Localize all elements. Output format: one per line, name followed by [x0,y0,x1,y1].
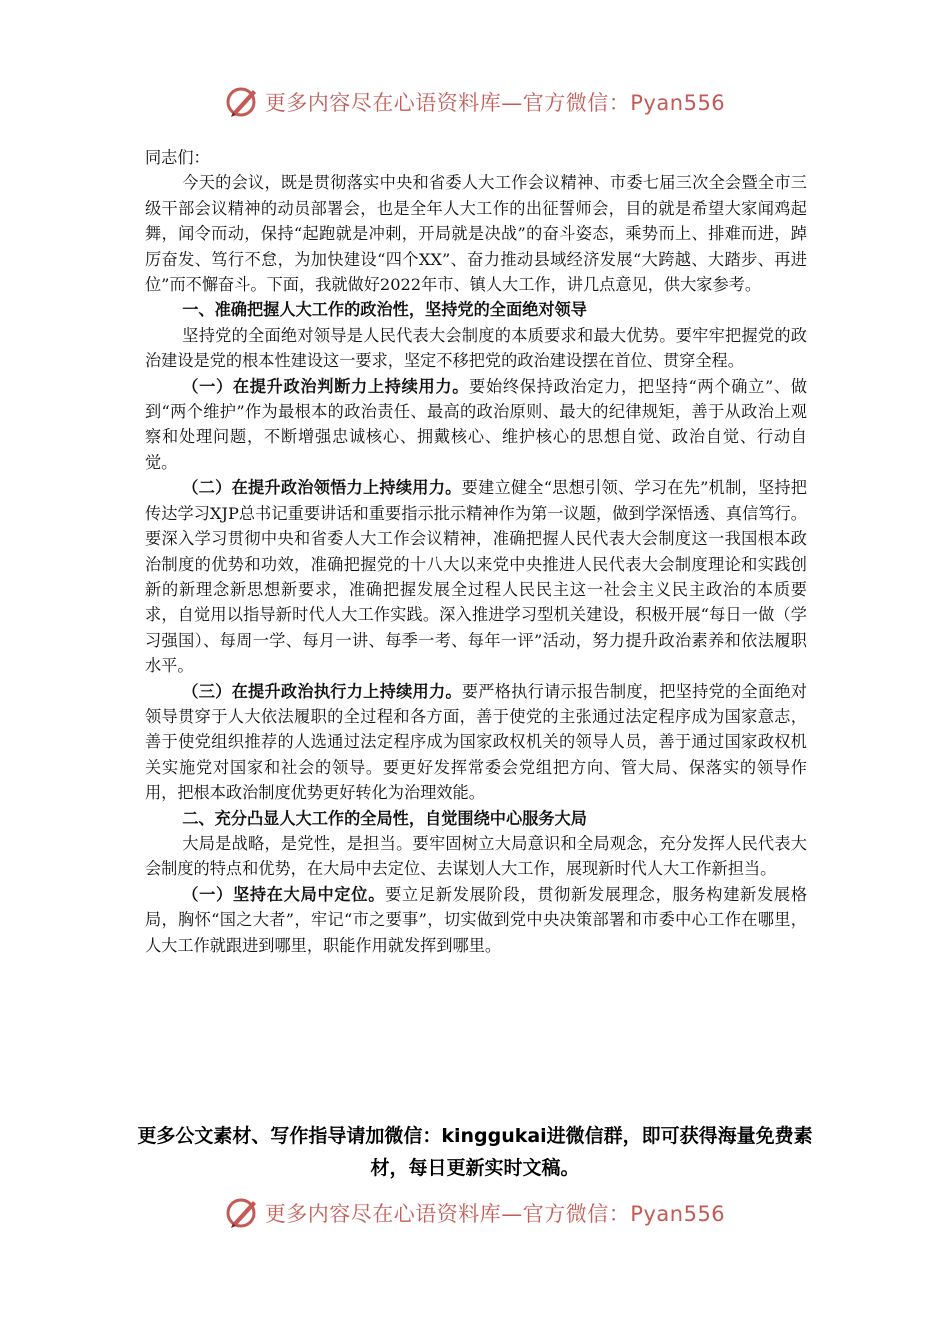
intro-paragraph: 今天的会议，既是贯彻落实中央和省委人大工作会议精神、市委七届三次全会暨全市三级干部会议精神的动员部署会，也是全年人大工作的出征誓师会，目的就是希望大家闻鸡起舞，闻令而动，保持“起跑就是冲刺，开局就是决战”的奋斗姿态，乘势而上、排难而进，踔厉奋发、笃行不怠，为加快建设“四个XX”、奋力推动县域经济发展“大跨越、大踏步、再进位”而不懈奋斗。下面，我就做好2022年市、镇人大工作，讲几点意见，供大家参考。 [145,173,807,295]
salutation: 同志们： [145,148,210,167]
pen-logo-icon [225,84,261,120]
point-lead: （三）在提升政治执行力上持续用力。 [182,681,462,701]
section-2-point-1 [145,882,807,958]
point-lead: （二）在提升政治领悟力上持续用力。 [182,478,462,498]
point-text: 要立足新发展阶段，贯彻新发展理念，服务构建新发展格局，胸怀“国之大者”，牢记“市之要事”，切实做到党中央决策部署和市委中心工作在哪里，人大工作就跟进到哪里，职能作用就发挥到哪里。 [145,884,808,955]
section-1-heading: 一、准确把握人大工作的政治性，坚持党的全面绝对领导 [182,300,587,320]
watermark-text: 更多内容尽在心语资料库—官方微信：Pyan556 [264,91,726,115]
header-watermark-banner [0,82,950,122]
watermark-text: 更多内容尽在心语资料库—官方微信：Pyan556 [264,1202,726,1226]
document-body [145,145,807,958]
section-2-heading: 二、充分凸显人大工作的全局性，自觉围绕中心服务大局 [182,808,587,828]
point-text: 要建立健全“思想引领、学习在先”机制，坚持把传达学习XJP总书记重要讲话和重要指示批示精神作为第一议题，做到学深悟透、真信笃行。要深入学习贯彻中央和省委人大工作会议精神，准确把握人民代表大会制度这一我国根本政治制度的优势和功效，准确把握党的十八大以来党中央推进人民代表大会制度理论和实践创新的新理念新思想新要求，准确把握发展全过程人民民主这一社会主义民主政治的本质要求，自觉用以指导新时代人大工作实践。深入推进学习型机关建设，积极开展“每日一做（学习强国）、每周一学、每月一讲、每季一考、每年一评”活动，努力提升政治素养和依法履职水平。 [145,478,807,676]
point-lead: （一）在提升政治判断力上持续用力。 [182,376,470,396]
section-1-point-2 [145,475,807,678]
point-text: 要严格执行请示报告制度，把坚持党的全面绝对领导贯穿于人大依法履职的全过程和各方面，善于使党的主张通过法定程序成为国家意志，善于使党组织推荐的人选通过法定程序成为国家政权机关的领导人员，善于通过国家政权机关实施党对国家和社会的领导。要更好发挥常委会党组把方向、管大局、保落实的领导作用，把根本政治制度优势更好转化为治理效能。 [145,681,807,803]
section-1-point-3 [145,679,807,806]
point-lead: （一）坚持在大局中定位。 [182,884,386,904]
pen-logo-icon [225,1195,261,1231]
section-1-point-1 [145,374,807,476]
footer-watermark-banner [0,1193,950,1233]
point-text: 要始终保持政治定力，把坚持“两个确立”、做到“两个维护”作为最根本的政治责任、最高的政治原则、最大的纪律规矩，善于从政治上观察和处理问题，不断增强忠诚核心、拥戴核心、维护核心的思想自觉、政治自觉、行动自觉。 [145,376,807,472]
promo-note: 更多公文素材、写作指导请加微信：kinggukai进微信群，即可获得海量免费素材，每日更新实时文稿。 [137,1125,813,1179]
section-1-intro: 坚持党的全面绝对领导是人民代表大会制度的本质要求和最大优势。要牢牢把握党的政治建设是党的根本性建设这一要求，坚定不移把党的政治建设摆在首位、贯穿全程。 [145,325,807,371]
section-2-intro: 大局是战略，是党性，是担当。要牢固树立大局意识和全局观念，充分发挥人民代表大会制度的特点和优势，在大局中去定位、去谋划人大工作，展现新时代人大工作新担当。 [145,833,807,879]
